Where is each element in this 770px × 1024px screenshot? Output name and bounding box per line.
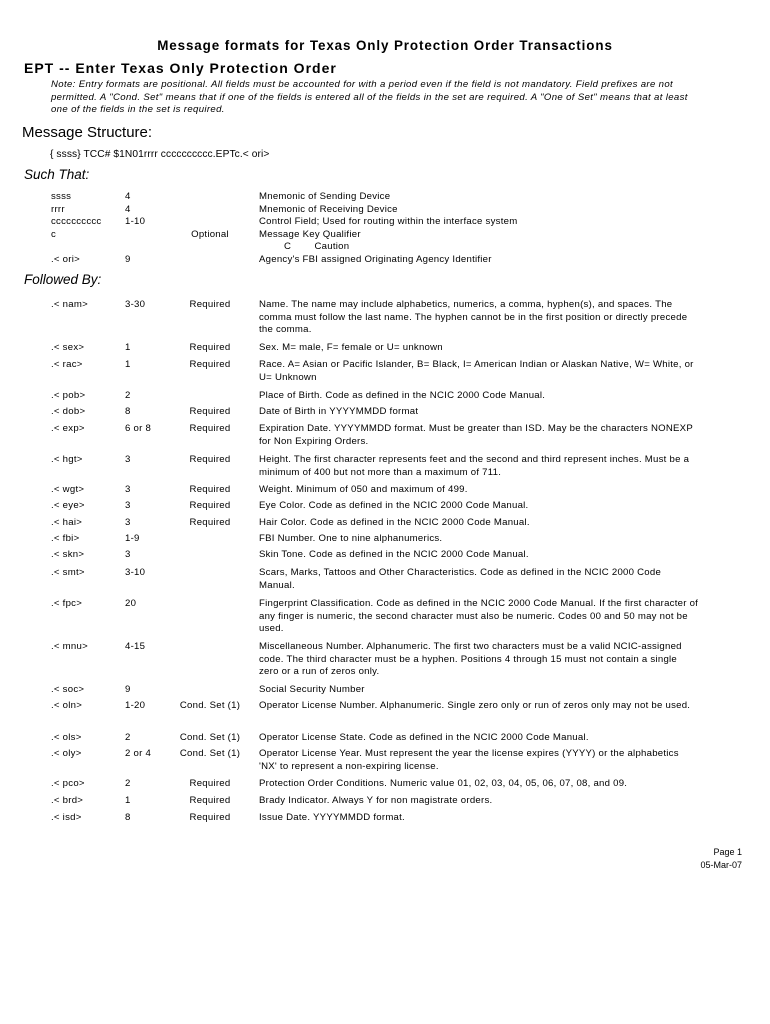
field-length: 4-15 bbox=[125, 641, 146, 652]
page-title: Message formats for Texas Only Protection Order Transactions bbox=[157, 38, 613, 53]
field-description: Height. The first character represents feet and the second and third represent inches. Must be a minimum of 400 but not more than a maximum of 711. bbox=[259, 454, 690, 478]
page-footer bbox=[700, 846, 742, 872]
field-name: c bbox=[51, 229, 57, 240]
field-name: .< fpc> bbox=[51, 598, 83, 609]
field-requirement: Required bbox=[189, 406, 231, 417]
field-length: 3 bbox=[125, 549, 131, 560]
field-length: 3 bbox=[125, 500, 131, 511]
field-name: .< pob> bbox=[51, 390, 86, 401]
field-length: 1-10 bbox=[125, 216, 146, 227]
field-name: .< sex> bbox=[51, 342, 85, 353]
field-description: Operator License Number. Alphanumeric. Single zero only or run of zeros only may not be used. bbox=[259, 700, 691, 711]
field-requirement: Required bbox=[189, 454, 231, 465]
field-name: ssss bbox=[51, 191, 72, 202]
field-length: 2 bbox=[125, 732, 131, 743]
field-name: .< pco> bbox=[51, 778, 85, 789]
field-length: 3 bbox=[125, 484, 131, 495]
field-name: .< hai> bbox=[51, 517, 83, 528]
field-description: Hair Color. Code as defined in the NCIC 2000 Code Manual. bbox=[259, 517, 530, 528]
field-description: C Caution bbox=[284, 241, 350, 252]
field-name: .< dob> bbox=[51, 406, 86, 417]
field-name: .< nam> bbox=[51, 299, 88, 310]
section-title: EPT -- Enter Texas Only Protection Order bbox=[24, 60, 337, 76]
field-length: 1 bbox=[125, 795, 131, 806]
field-requirement: Required bbox=[189, 342, 231, 353]
field-description: Protection Order Conditions. Numeric value 01, 02, 03, 04, 05, 06, 07, 08, and 09. bbox=[259, 778, 628, 789]
field-length: 1 bbox=[125, 342, 131, 353]
field-length: 1-9 bbox=[125, 533, 140, 544]
field-name: .< oln> bbox=[51, 700, 83, 711]
field-length: 1-20 bbox=[125, 700, 146, 711]
field-name: .< brd> bbox=[51, 795, 84, 806]
field-description: Control Field; Used for routing within the interface system bbox=[259, 216, 518, 227]
field-length: 3-10 bbox=[125, 567, 146, 578]
field-name: cccccccccc bbox=[51, 216, 102, 227]
field-name: .< smt> bbox=[51, 567, 85, 578]
field-length: 2 bbox=[125, 778, 131, 789]
field-requirement: Required bbox=[189, 517, 231, 528]
page-number: Page 1 bbox=[713, 847, 742, 857]
entry-format-note: Note: Entry formats are positional. All fields must be accounted for with a period even if the field is not mandatory. Field prefixes are not permitted. A "Cond. Set" means that if one of the fields is entered all of the fields in the set are required. A "One of Set" means that at least one of the fields in the set is required. bbox=[51, 79, 688, 116]
field-requirement: Required bbox=[189, 423, 231, 434]
field-description: Name. The name may include alphabetics, numerics, a comma, hyphen(s), and spaces. The comma must follow the last name. The hyphen cannot be in the first position or directly precede the comma. bbox=[259, 299, 688, 336]
field-name: .< eye> bbox=[51, 500, 85, 511]
field-length: 6 or 8 bbox=[125, 423, 152, 434]
field-name: .< skn> bbox=[51, 549, 85, 560]
field-length: 20 bbox=[125, 598, 137, 609]
field-requirement: Required bbox=[189, 299, 231, 310]
field-description: Sex. M= male, F= female or U= unknown bbox=[259, 342, 443, 353]
field-name: .< exp> bbox=[51, 423, 85, 434]
field-length: 4 bbox=[125, 191, 131, 202]
message-structure-format: { ssss} TCC# $1N01rrrr cccccccccc.EPTc.< ori> bbox=[50, 149, 270, 160]
field-length: 4 bbox=[125, 204, 131, 215]
field-description: Issue Date. YYYYMMDD format. bbox=[259, 812, 405, 823]
field-description: Mnemonic of Sending Device bbox=[259, 191, 391, 202]
field-name: .< hgt> bbox=[51, 454, 83, 465]
field-requirement: Required bbox=[189, 812, 231, 823]
field-name: .< ori> bbox=[51, 254, 80, 265]
field-description: Skin Tone. Code as defined in the NCIC 2000 Code Manual. bbox=[259, 549, 529, 560]
field-length: 3 bbox=[125, 454, 131, 465]
field-length: 2 bbox=[125, 390, 131, 401]
field-description: Operator License State. Code as defined in the NCIC 2000 Code Manual. bbox=[259, 732, 589, 743]
field-name: .< ols> bbox=[51, 732, 82, 743]
field-description: Social Security Number bbox=[259, 684, 365, 695]
field-length: 9 bbox=[125, 684, 131, 695]
field-requirement: Cond. Set (1) bbox=[179, 748, 241, 759]
field-length: 1 bbox=[125, 359, 131, 370]
field-description: Scars, Marks, Tattoos and Other Characteristics. Code as defined in the NCIC 2000 Code Manual. bbox=[259, 567, 662, 591]
field-description: Place of Birth. Code as defined in the NCIC 2000 Code Manual. bbox=[259, 390, 546, 401]
field-name: .< mnu> bbox=[51, 641, 88, 652]
field-requirement: Required bbox=[189, 484, 231, 495]
field-requirement: Cond. Set (1) bbox=[179, 700, 241, 711]
field-description: Race. A= Asian or Pacific Islander, B= Black, I= American Indian or Alaskan Native, W= White, or U= Unknown bbox=[259, 359, 694, 383]
field-description: Eye Color. Code as defined in the NCIC 2000 Code Manual. bbox=[259, 500, 529, 511]
field-description: FBI Number. One to nine alphanumerics. bbox=[259, 533, 443, 544]
print-date: 05-Mar-07 bbox=[700, 860, 742, 870]
field-length: 9 bbox=[125, 254, 131, 265]
field-description: Brady Indicator. Always Y for non magistrate orders. bbox=[259, 795, 493, 806]
field-description: Operator License Year. Must represent the year the license expires (YYYY) or the alphabetics 'NX' to represent a non-expiring license. bbox=[259, 748, 679, 772]
field-requirement: Required bbox=[189, 500, 231, 511]
field-description: Miscellaneous Number. Alphanumeric. The first two characters must be a valid NCIC-assigned code. The third character must be a hyphen. Positions 4 through 15 must not contain a single zero or a run of zeros only. bbox=[259, 641, 682, 678]
field-name: rrrr bbox=[51, 204, 65, 215]
field-requirement: Required bbox=[189, 778, 231, 789]
followed-by-heading: Followed By: bbox=[24, 272, 102, 287]
field-description: Fingerprint Classification. Code as defined in the NCIC 2000 Code Manual. If the first character of any finger is numeric, the second character must also be numeric. Codes 00 and 50 may not be used. bbox=[259, 598, 699, 635]
field-length: 8 bbox=[125, 812, 131, 823]
field-description: Mnemonic of Receiving Device bbox=[259, 204, 398, 215]
field-name: .< fbi> bbox=[51, 533, 80, 544]
field-description: Date of Birth in YYYYMMDD format bbox=[259, 406, 419, 417]
field-name: .< rac> bbox=[51, 359, 83, 370]
field-description: Message Key Qualifier bbox=[259, 229, 361, 240]
field-description: Agency's FBI assigned Originating Agency Identifier bbox=[259, 254, 492, 265]
field-requirement: Cond. Set (1) bbox=[179, 732, 241, 743]
field-requirement: Optional bbox=[191, 229, 229, 240]
field-name: .< oly> bbox=[51, 748, 82, 759]
field-name: .< wgt> bbox=[51, 484, 85, 495]
field-name: .< isd> bbox=[51, 812, 82, 823]
field-requirement: Required bbox=[189, 795, 231, 806]
field-name: .< soc> bbox=[51, 684, 85, 695]
field-length: 2 or 4 bbox=[125, 748, 152, 759]
field-length: 3 bbox=[125, 517, 131, 528]
such-that-heading: Such That: bbox=[24, 167, 90, 182]
field-requirement: Required bbox=[189, 359, 231, 370]
field-description: Expiration Date. YYYYMMDD format. Must be greater than ISD. May be the characters NONEXP for Non Expiring Orders. bbox=[259, 423, 693, 447]
field-length: 3-30 bbox=[125, 299, 146, 310]
field-length: 8 bbox=[125, 406, 131, 417]
message-structure-heading: Message Structure: bbox=[22, 124, 153, 141]
field-description: Weight. Minimum of 050 and maximum of 499. bbox=[259, 484, 468, 495]
